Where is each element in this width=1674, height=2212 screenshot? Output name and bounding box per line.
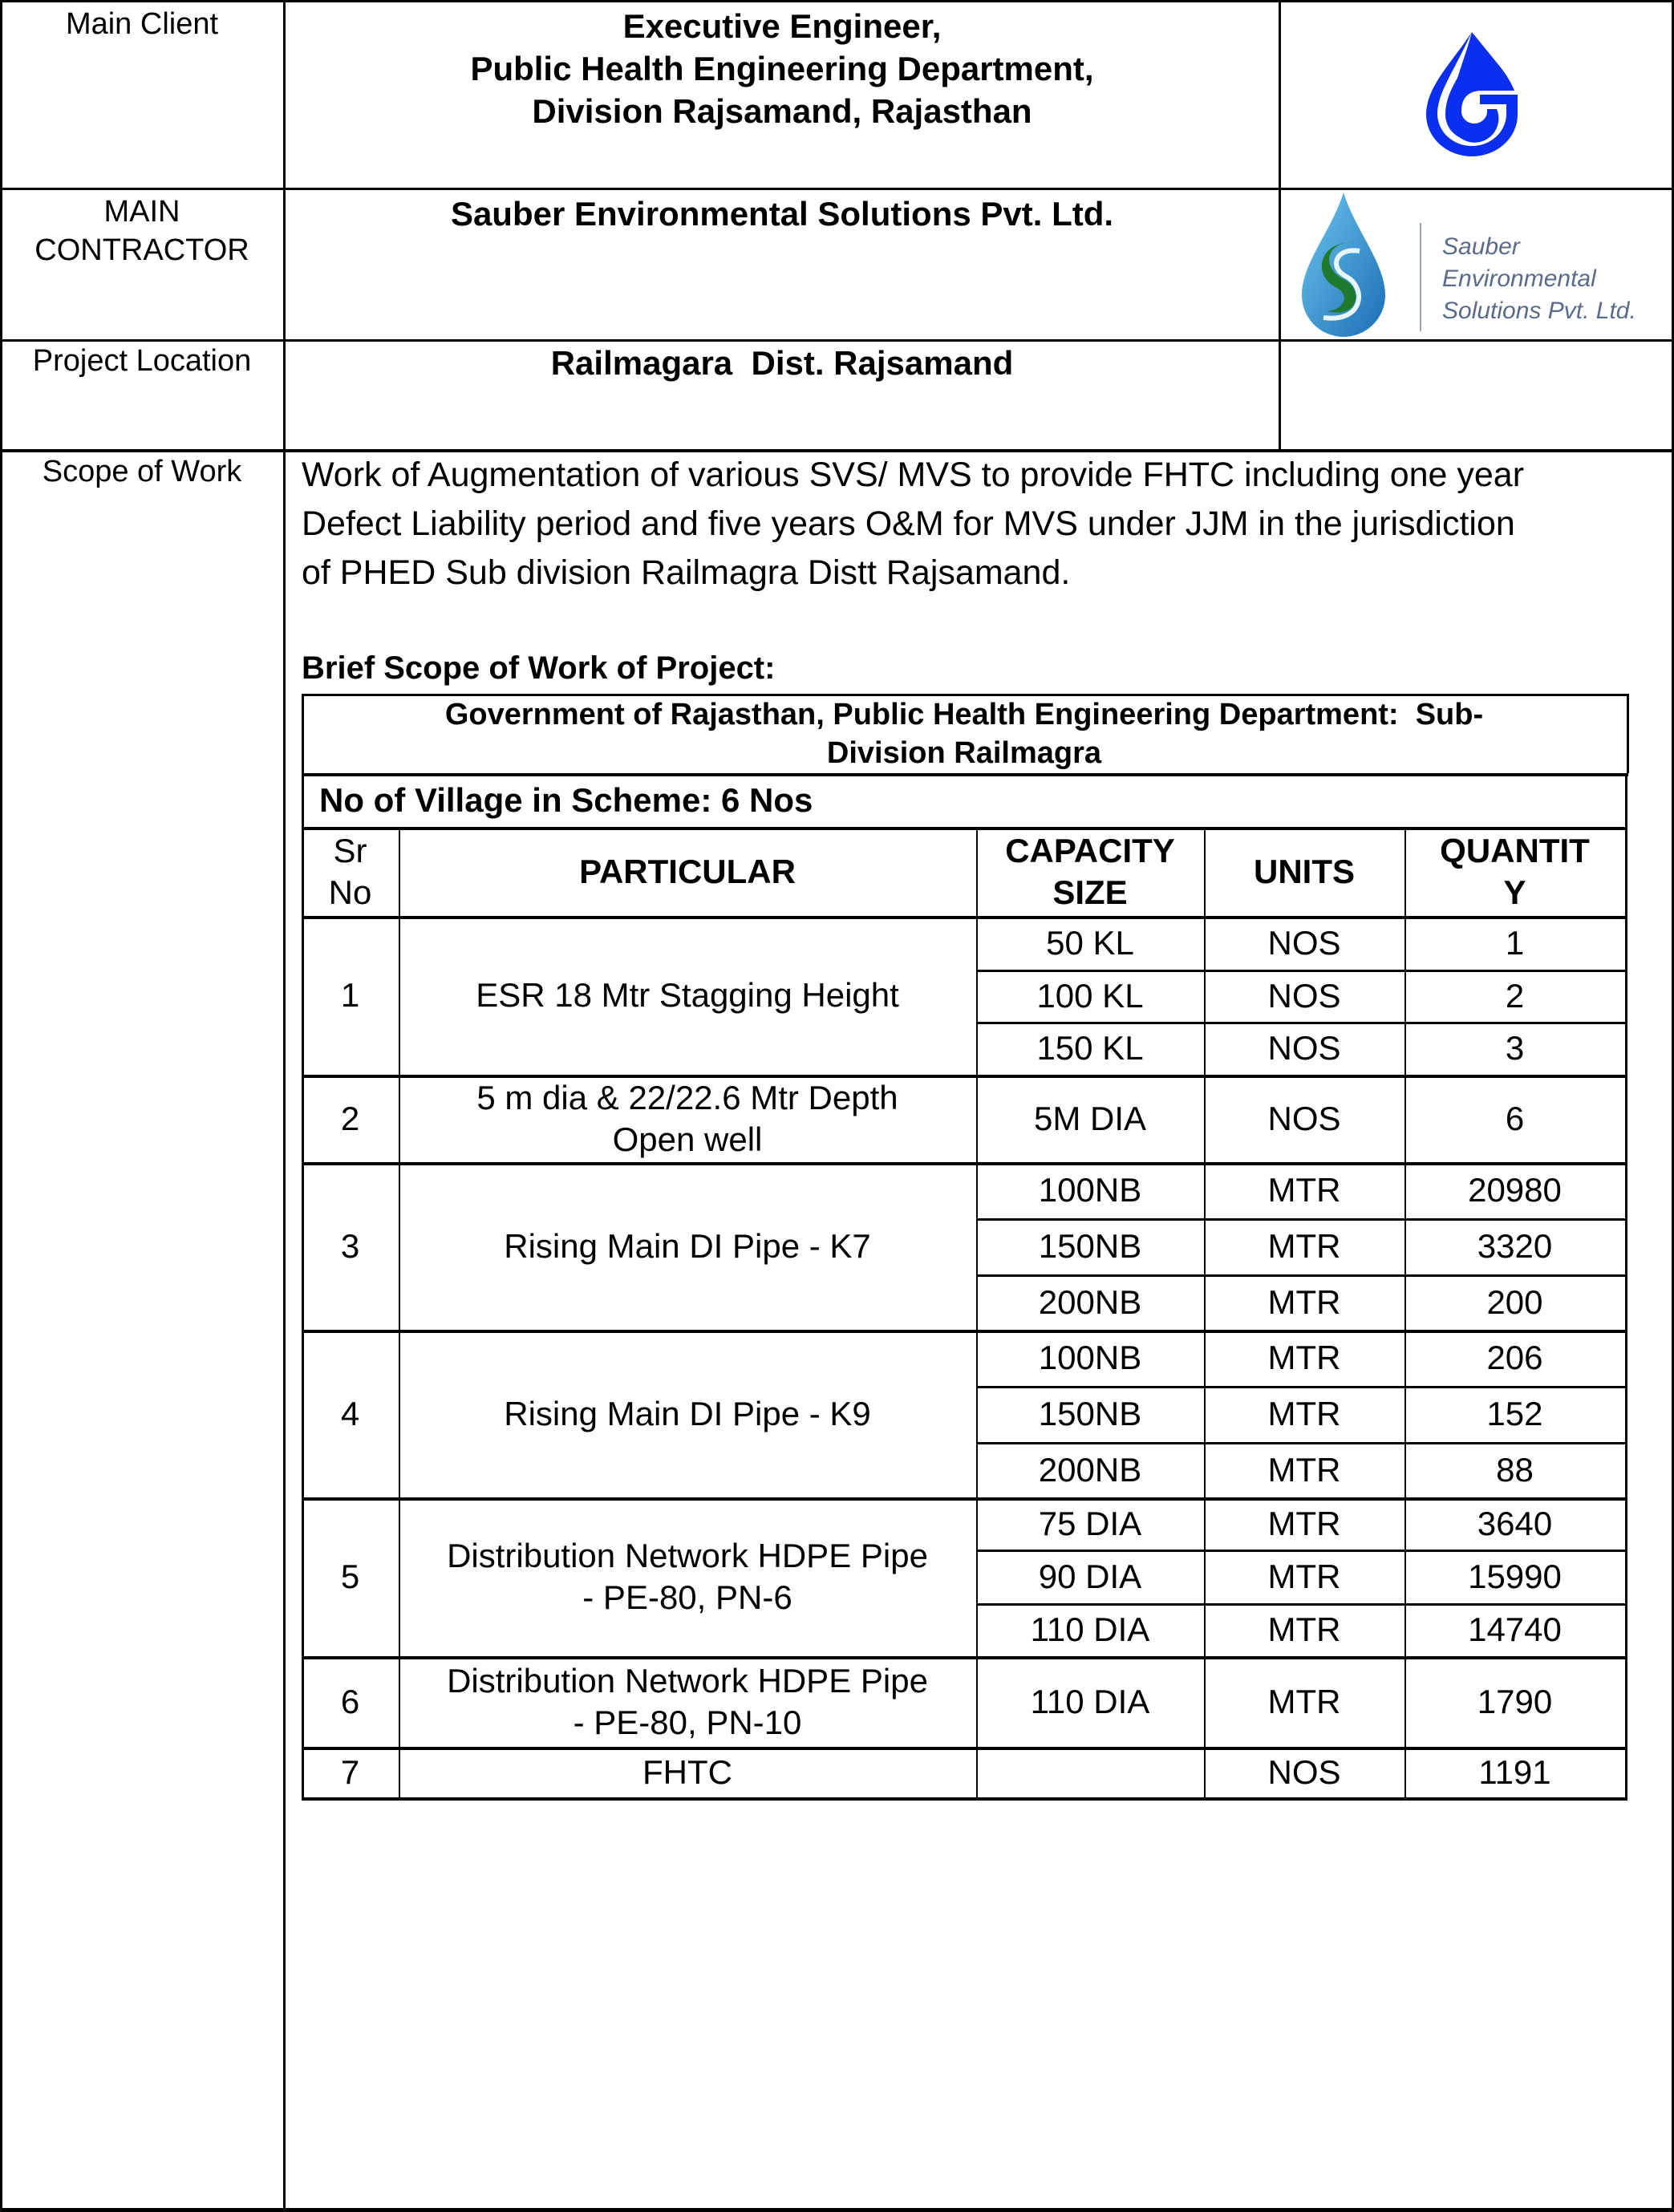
table-border: [1625, 773, 1627, 827]
table-row-units: [1204, 1603, 1404, 1656]
table-row-units: [1204, 1656, 1404, 1747]
table-row-quantity-line: 1191: [1478, 1752, 1551, 1791]
column-header-capacity-line: SIZE: [1052, 873, 1128, 911]
table-row-quantity-line: 3640: [1477, 1504, 1553, 1542]
table-row-units-line: NOS: [1267, 1752, 1341, 1791]
table-row-quantity-text: [1468, 1556, 1562, 1598]
table-row-quantity-text: [1486, 1337, 1542, 1379]
column-divider: [976, 827, 978, 1800]
table-row-capacity: [976, 1162, 1204, 1218]
table-row-sr-no-text: [341, 1393, 359, 1435]
table-row-quantity-text: [1506, 975, 1524, 1017]
table-row-units-text: [1267, 1752, 1340, 1793]
table-row-capacity-line: 200NB: [1038, 1282, 1142, 1321]
main-contractor-label-line: MAIN: [103, 195, 180, 229]
scope-description: [302, 451, 1665, 598]
table-row-quantity-text: [1506, 922, 1524, 964]
table-row-capacity: [976, 1330, 1204, 1386]
table-row-units-line: MTR: [1267, 1395, 1341, 1432]
column-header-sr-no-line: Sr: [333, 831, 367, 869]
table-row-quantity: [1404, 1274, 1625, 1330]
table-row-quantity-line: 6: [1505, 1099, 1525, 1137]
table-row-units-text: [1267, 1098, 1340, 1140]
table-border: [1627, 694, 1629, 773]
table-row-quantity-line: 20980: [1468, 1171, 1562, 1209]
table-row-units: [1204, 970, 1404, 1022]
table-row-particular-line: Rising Main DI Pipe - K7: [504, 1226, 871, 1265]
table-row-particular-line: Rising Main DI Pipe - K9: [504, 1394, 871, 1432]
table-title-text: [445, 695, 1483, 772]
main-client-line: Division Rajsamand, Rajasthan: [532, 92, 1032, 130]
table-row-units-line: NOS: [1267, 923, 1341, 962]
table-row-particular-text: [476, 1077, 898, 1161]
table-row-units: [1204, 1218, 1404, 1274]
brief-scope-heading: Brief Scope of Work of Project:: [302, 650, 776, 686]
table-row-units: [1204, 1274, 1404, 1330]
table-row-capacity-line: 90 DIA: [1038, 1557, 1142, 1595]
table-row-particular-line: FHTC: [642, 1752, 732, 1791]
table-row-units-line: MTR: [1267, 1504, 1341, 1542]
table-row-quantity: [1404, 1497, 1625, 1550]
table-row-quantity-line: 1: [1505, 923, 1525, 962]
table-row-units-text: [1268, 1169, 1341, 1211]
table-row-units-text: [1268, 1282, 1341, 1323]
table-row-units-text: [1268, 1449, 1341, 1491]
table-row-particular-line: Distribution Network HDPE Pipe: [447, 1661, 928, 1700]
table-row-capacity-text: [1039, 1226, 1141, 1267]
table-row-quantity-line: 200: [1486, 1282, 1543, 1321]
table-row-quantity-text: [1496, 1449, 1534, 1491]
sauber-logo-text-line: Sauber: [1442, 233, 1520, 260]
table-row-units-line: MTR: [1267, 1282, 1341, 1321]
column-header-sr-no-text: [329, 830, 372, 914]
table-row-units-line: MTR: [1267, 1227, 1341, 1265]
scope-description-line: Work of Augmentation of various SVS/ MVS to provide FHTC including one year: [302, 456, 1525, 494]
table-row-sr-no: [302, 1747, 399, 1797]
table-row-particular: [399, 916, 976, 1075]
table-row-units-line: MTR: [1267, 1339, 1341, 1376]
sauber-logo-text-line: Environmental: [1442, 265, 1596, 292]
column-header-quantity-line: QUANTIT: [1440, 831, 1590, 869]
table-row-capacity-text: [1039, 1503, 1141, 1545]
scope-description-line: Defect Liability period and five years O&M for MVS under JJM in the jurisdiction: [302, 504, 1515, 543]
column-header-units-text: [1254, 851, 1355, 893]
table-row-capacity-text: [1039, 1393, 1141, 1435]
table-row-sr-no-line: 5: [340, 1558, 360, 1595]
table-row-units: [1204, 1162, 1404, 1218]
table-row-units-line: NOS: [1267, 1029, 1341, 1067]
phed-logo-icon: [1420, 30, 1524, 159]
table-row-units-line: MTR: [1267, 1610, 1341, 1648]
sauber-drop-icon: [1295, 191, 1392, 339]
table-row-units-text: [1268, 1681, 1341, 1723]
table-row-units-line: MTR: [1267, 1557, 1341, 1595]
main-client-label: Main Client: [65, 7, 219, 41]
scope-description-line: of PHED Sub division Railmagra Distt Rajsamand.: [302, 553, 1071, 592]
table-row-capacity: [976, 1550, 1204, 1603]
table-row-capacity-line: 100NB: [1038, 1171, 1142, 1209]
column-divider: [1625, 827, 1627, 1800]
table-row-quantity: [1404, 1442, 1625, 1497]
sauber-logo-text-line: Solutions Pvt. Ltd.: [1442, 298, 1636, 324]
table-title: [302, 694, 1627, 773]
table-row-capacity-text: [1031, 1681, 1150, 1723]
row-divider: [302, 1797, 1627, 1801]
table-row-sr-no: [302, 916, 399, 1075]
column-header-quantity-text: [1440, 830, 1590, 914]
table-row-units-text: [1268, 1337, 1341, 1379]
table-row-units: [1204, 1386, 1404, 1442]
table-row-capacity: [976, 1497, 1204, 1550]
table-row-quantity-text: [1478, 1752, 1550, 1793]
villages-count-text: [319, 780, 813, 821]
table-row-particular: [399, 1656, 976, 1747]
table-row-particular: [399, 1497, 976, 1656]
table-row-particular-text: [476, 974, 899, 1016]
table-row-quantity: [1404, 916, 1625, 970]
table-title-line: Division Railmagra: [826, 735, 1102, 770]
table-row-quantity-text: [1477, 1681, 1552, 1723]
table-row-capacity: [976, 1218, 1204, 1274]
table-row-capacity: [976, 1274, 1204, 1330]
table-row-units-text: [1268, 1226, 1341, 1267]
table-row-units-text: [1268, 1556, 1341, 1598]
table-row-capacity-text: [1034, 1098, 1146, 1140]
table-row-sr-no-text: [341, 1752, 359, 1793]
table-row-capacity-line: 75 DIA: [1038, 1504, 1142, 1542]
table-row-capacity-line: 110 DIA: [1030, 1682, 1150, 1720]
table-row-capacity: [976, 1656, 1204, 1747]
table-row-quantity: [1404, 970, 1625, 1022]
table-row-units-text: [1268, 1393, 1341, 1435]
table-row-capacity-line: 150NB: [1038, 1395, 1142, 1432]
table-row-quantity-line: 15990: [1468, 1557, 1562, 1595]
table-row-quantity-line: 152: [1486, 1395, 1543, 1432]
table-row-quantity-line: 14740: [1468, 1610, 1562, 1648]
column-header-units: [1204, 827, 1404, 916]
table-row-quantity-text: [1477, 1226, 1552, 1267]
table-row-capacity: [976, 1386, 1204, 1442]
column-header-units-line: UNITS: [1254, 852, 1355, 890]
table-row-capacity: [976, 1603, 1204, 1656]
table-row-particular: [399, 1162, 976, 1330]
villages-count: [302, 773, 1625, 827]
table-row-particular-text: [447, 1535, 928, 1618]
table-row-capacity-line: 5M DIA: [1033, 1099, 1147, 1137]
table-row-particular-line: 5 m dia & 22/22.6 Mtr Depth: [476, 1078, 898, 1116]
table-row-capacity: [976, 1747, 1204, 1797]
table-row-quantity: [1404, 1386, 1625, 1442]
column-divider: [1404, 827, 1406, 1800]
sauber-logo-divider: [1420, 223, 1421, 331]
table-row-capacity: [976, 1022, 1204, 1075]
table-row-capacity-line: 150 KL: [1036, 1029, 1144, 1067]
table-row-quantity-text: [1477, 1503, 1552, 1545]
table-row-quantity: [1404, 1218, 1625, 1274]
column-header-quantity: [1404, 827, 1625, 916]
table-row-capacity-line: 50 KL: [1046, 923, 1134, 962]
table-row-capacity: [976, 1442, 1204, 1497]
table-row-units: [1204, 916, 1404, 970]
table-row-quantity: [1404, 1162, 1625, 1218]
table-row-particular-text: [504, 1393, 871, 1435]
table-row-capacity: [976, 916, 1204, 970]
table-row-units: [1204, 1022, 1404, 1075]
table-row-capacity-text: [1039, 1169, 1141, 1211]
table-row-particular-text: [447, 1660, 928, 1744]
table-row-capacity: [976, 970, 1204, 1022]
table-row-quantity-line: 206: [1486, 1339, 1543, 1376]
table-row-capacity-text: [1039, 1282, 1141, 1323]
column-header-sr-no-line: No: [328, 873, 372, 911]
column-divider: [399, 827, 400, 1800]
table-row-particular-line: ESR 18 Mtr Stagging Height: [476, 976, 899, 1014]
table-row-quantity-text: [1506, 1027, 1524, 1069]
table-title-line: Government of Rajasthan, Public Health Engineering Department: Sub-: [444, 697, 1484, 731]
table-row-sr-no-text: [341, 1556, 359, 1598]
table-row-capacity-line: 110 DIA: [1030, 1610, 1150, 1648]
main-client-name: [286, 5, 1279, 132]
project-location: Railmagara Dist. Rajsamand: [550, 344, 1014, 382]
table-row-units-text: [1268, 1503, 1341, 1545]
column-header-capacity: [976, 827, 1204, 916]
column-header-particular: [399, 827, 976, 916]
column-header-sr-no: [302, 827, 399, 916]
table-row-sr-no-line: 2: [340, 1099, 360, 1137]
table-row-quantity-line: 2: [1505, 976, 1525, 1015]
table-row-quantity: [1404, 1550, 1625, 1603]
table-row-units-line: MTR: [1267, 1171, 1341, 1209]
table-row-units-line: NOS: [1267, 1099, 1341, 1137]
sauber-logo: [1295, 191, 1648, 339]
column-header-capacity-text: [1005, 830, 1175, 914]
sauber-logo-text: [1442, 231, 1636, 327]
table-row-quantity-line: 88: [1496, 1450, 1534, 1489]
table-row-sr-no-line: 3: [340, 1226, 360, 1265]
villages-count-line: No of Village in Scheme: 6 Nos: [319, 780, 813, 819]
main-contractor-label-line: CONTRACTOR: [34, 233, 249, 267]
table-row-units: [1204, 1550, 1404, 1603]
divider: [283, 0, 286, 2210]
table-row-quantity: [1404, 1075, 1625, 1162]
table-row-capacity-line: 200NB: [1038, 1450, 1142, 1489]
table-row-particular-line: Distribution Network HDPE Pipe: [447, 1537, 928, 1574]
table-row-capacity-text: [1031, 1609, 1150, 1651]
table-row-units: [1204, 1747, 1404, 1797]
table-row-quantity-text: [1468, 1169, 1562, 1211]
table-row-particular-text: [642, 1752, 732, 1793]
table-row-quantity-text: [1506, 1098, 1524, 1140]
table-row-sr-no: [302, 1330, 399, 1497]
main-contractor-label: [0, 192, 284, 269]
column-header-particular-text: [579, 851, 796, 893]
table-row-quantity: [1404, 1656, 1625, 1747]
table-row-units-text: [1268, 1609, 1341, 1651]
project-location-label: Project Location: [32, 344, 252, 378]
main-contractor-name: Sauber Environmental Solutions Pvt. Ltd.: [450, 195, 1114, 233]
scope-label: Scope of Work: [42, 455, 242, 488]
table-row-quantity-text: [1486, 1282, 1542, 1323]
table-row-quantity: [1404, 1747, 1625, 1797]
table-row-quantity-line: 3320: [1477, 1227, 1553, 1265]
table-row-capacity-line: 100NB: [1038, 1339, 1142, 1376]
table-row-sr-no: [302, 1497, 399, 1656]
table-row-sr-no: [302, 1162, 399, 1330]
table-row-sr-no-text: [341, 1681, 359, 1723]
table-row-capacity-line: 100 KL: [1036, 976, 1144, 1015]
divider: [1279, 0, 1281, 450]
table-row-quantity-line: 3: [1505, 1029, 1525, 1067]
main-client-line: Public Health Engineering Department,: [470, 50, 1094, 87]
column-divider: [302, 827, 304, 1800]
table-row-sr-no: [302, 1075, 399, 1162]
table-row-units-text: [1267, 975, 1340, 1017]
table-row-units-text: [1267, 1027, 1340, 1069]
table-row-quantity-text: [1486, 1393, 1542, 1435]
table-row-quantity: [1404, 1022, 1625, 1075]
table-row-sr-no-text: [341, 1098, 359, 1140]
table-row-quantity-text: [1468, 1609, 1562, 1651]
table-row-sr-no-line: 6: [340, 1682, 360, 1720]
table-row-units: [1204, 1330, 1404, 1386]
table-row-units: [1204, 1442, 1404, 1497]
column-header-quantity-line: Y: [1503, 873, 1526, 911]
table-row-particular-text: [504, 1226, 871, 1267]
table-row-capacity-text: [1036, 975, 1143, 1017]
table-row-capacity-text: [1039, 1556, 1141, 1598]
main-client-line: Executive Engineer,: [622, 7, 942, 45]
table-row-sr-no-line: 1: [340, 976, 360, 1014]
table-row-units-text: [1267, 922, 1340, 964]
table-row-sr-no: [302, 1656, 399, 1747]
table-row-units-line: MTR: [1267, 1682, 1341, 1720]
column-divider: [1204, 827, 1206, 1800]
table-row-quantity: [1404, 1603, 1625, 1656]
table-row-units: [1204, 1497, 1404, 1550]
table-row-units: [1204, 1075, 1404, 1162]
column-header-particular-line: PARTICULAR: [579, 852, 796, 890]
table-row-units-line: NOS: [1267, 976, 1341, 1015]
column-header-capacity-line: CAPACITY: [1005, 831, 1175, 869]
table-row-quantity-line: 1790: [1477, 1682, 1553, 1720]
table-row-particular: [399, 1747, 976, 1797]
table-row-sr-no-text: [341, 974, 359, 1016]
table-row-capacity-line: 150NB: [1038, 1227, 1142, 1265]
table-row-capacity: [976, 1075, 1204, 1162]
table-row-particular-line: - PE-80, PN-10: [573, 1703, 802, 1741]
table-row-quantity: [1404, 1330, 1625, 1386]
table-row-sr-no-line: 4: [340, 1394, 360, 1432]
table-row-capacity-text: [1039, 1449, 1141, 1491]
table-row-particular: [399, 1075, 976, 1162]
table-row-capacity-text: [1039, 1337, 1141, 1379]
table-row-sr-no-line: 7: [340, 1752, 360, 1791]
table-row-capacity-text: [1046, 922, 1134, 964]
table-row-capacity-text: [1036, 1027, 1143, 1069]
table-row-particular-line: Open well: [612, 1120, 763, 1158]
divider: [0, 188, 1674, 190]
table-row-particular-line: - PE-80, PN-6: [582, 1578, 792, 1616]
table-row-particular: [399, 1330, 976, 1497]
table-row-units-line: MTR: [1267, 1450, 1341, 1489]
table-row-sr-no-text: [341, 1226, 359, 1267]
